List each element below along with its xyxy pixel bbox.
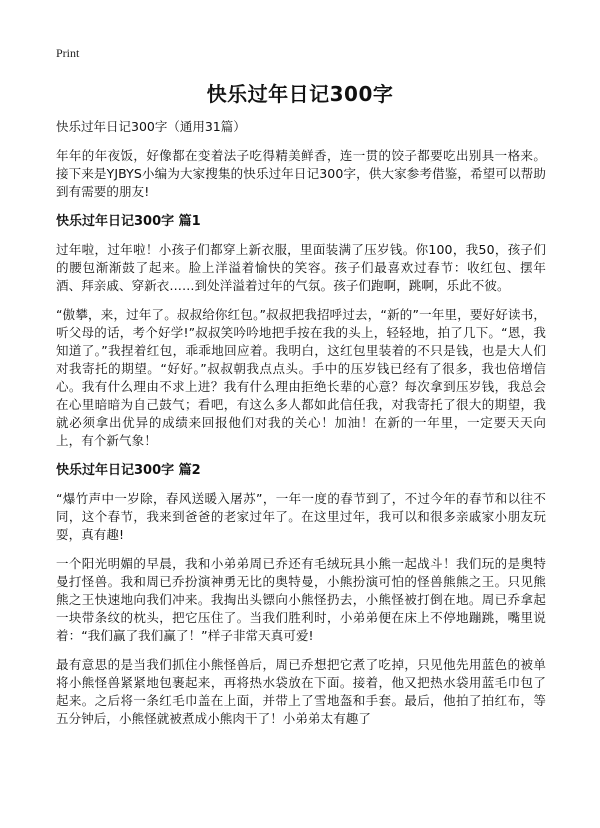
intro-paragraph: 年年的年夜饭，好像都在变着法子吃得精美鲜香，连一贯的饺子都要吃出别具一格来。接下来是YJBYS小编为大家搜集的快乐过年日记300字，供大家参考借鉴，希望可以帮助到有需要的朋友! (56, 148, 546, 199)
section-paragraph: 最有意思的是当我们抓住小熊怪兽后，周已乔想把它煮了吃掉，只见他先用蓝色的被单将小熊怪兽紧紧地包裹起来，再将热水袋放在下面。接着，他又把热水袋用蓝毛巾包了起来。之后将一条红毛巾盖在上面，并带上了雪地盔和手套。最后，他拍了拍红布，等五分钟后，小熊怪就被煮成小熊肉干了！小弟弟太有趣了 (56, 657, 546, 726)
article-subtitle: 快乐过年日记300字（通用31篇） (56, 119, 246, 134)
section-1 (56, 213, 546, 450)
section-paragraph: 一个阳光明媚的早晨，我和小弟弟周已乔还有毛绒玩具小熊一起战斗！我们玩的是奥特曼打怪兽。我和周已乔扮演神勇无比的奥特曼，小熊扮演可怕的怪兽熊熊之王。只见熊熊之王快速地向我们冲来。我掏出头镖向小熊怪扔去，小熊怪被打倒在地。周已乔拿起一块带条纹的枕头，把它压住了。当我们胜利时，小弟弟便在床上不停地蹦跳，嘴里说着：“我们赢了我们赢了！”样子非常天真可爱! (56, 556, 546, 643)
section-paragraph: “爆竹声中一岁除，春风送暖入屠苏”，一年一度的春节到了，不过今年的春节和以往不同，这个春节，我来到爸爸的老家过年了。在这里过年，我可以和很多亲戚家小朋友玩耍，真有趣! (56, 491, 546, 542)
section-heading: 快乐过年日记300字 篇2 (56, 463, 201, 478)
section-2 (56, 462, 546, 728)
section-heading: 快乐过年日记300字 篇1 (56, 214, 201, 229)
page-title: 快乐过年日记300字 (206, 82, 394, 106)
article-body (56, 118, 546, 739)
print-link[interactable]: Print (56, 46, 80, 60)
section-paragraph: 过年啦，过年啦！小孩子们都穿上新衣服，里面装满了压岁钱。你100，我50，孩子们的腰包渐渐鼓了起来。脸上洋溢着愉快的笑容。孩子们最喜欢过春节：收红包、摆年酒、拜亲戚、穿新衣……到处洋溢着过年的气氛。孩子们跑啊，跳啊，乐此不彼。 (56, 242, 546, 293)
section-paragraph: “傲攀，来，过年了。叔叔给你红包。”叔叔把我招呼过去，“新的”一年里，要好好读书，听父母的话，考个好学!”叔叔笑吟吟地把手按在我的头上，轻轻地，拍了几下。“恩，我知道了。”我捏着红包，乖乖地回应着。我明白，这红包里装着的不只是钱，也是大人们对我寄托的期望。“好好。”叔叔朝我点点头。手中的压岁钱已经有了很多，我也倍增信心。我有什么理由不求上进？我有什么理由拒绝长辈的心意？每次拿到压岁钱，我总会在心里暗暗为自己鼓气；看吧，有这么多人都如此信任我，对我寄托了很大的期望，我就必须拿出优异的成绩来回报他们对我的关心！加油！在新的一年里，一定要天天向上，有个新气象！ (56, 307, 546, 448)
